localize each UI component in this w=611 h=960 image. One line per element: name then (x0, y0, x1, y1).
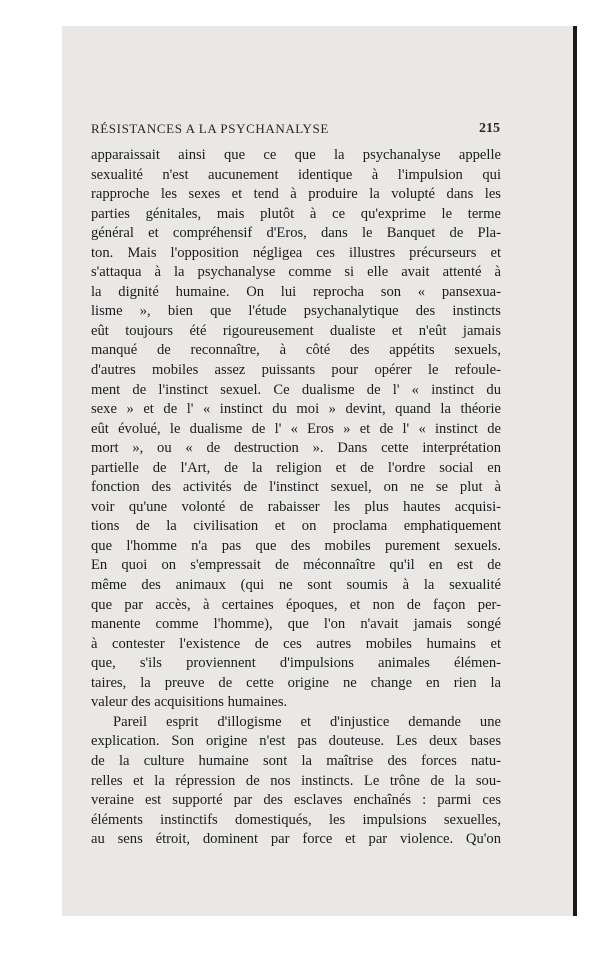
text-line: taires, la preuve de cette origine ne change en rien la (91, 674, 501, 691)
text-line: même des animaux (qui ne sont soumis à la sexualité (91, 577, 501, 594)
text-line: veraine est supporté par des esclaves enchaînés : parmi ces (91, 792, 501, 809)
text-line: eût toujours été rigoureusement dualiste et n'eût jamais (91, 322, 501, 339)
text-line: parties génitales, mais plutôt à ce qu'exprime le terme (91, 205, 501, 222)
text-line: apparaissait ainsi que ce que la psychanalyse appelle (91, 147, 501, 163)
text-line: de la culture humaine sont la maîtrise des forces natu- (91, 752, 501, 769)
text-line: En quoi on s'empressait de méconnaître qu'il en est de (91, 557, 501, 574)
text-line: explication. Son origine n'est pas douteuse. Les deux bases (91, 733, 501, 750)
text-line: s'attaqua à la psychanalyse comme si elle avait attenté à (91, 264, 501, 281)
text-line: que l'homme n'a pas que des mobiles purement sexuels. (91, 537, 501, 554)
text-line: ment de l'instinct sexuel. Ce dualisme de l' « instinct du (91, 381, 501, 398)
text-line: que par accès, à certaines époques, et non de façon per- (91, 596, 501, 613)
text-line: fonction des activités de l'instinct sexuel, on ne se plut à (91, 479, 501, 496)
text-line: manente comme l'homme), que l'on n'avait jamais songé (91, 616, 501, 633)
text-line: la dignité humaine. On lui reprocha son « pansexua- (91, 283, 501, 300)
text-line: voir qu'une volonté de rabaisser les plus hautes acquisi- (91, 498, 501, 515)
text-line: à contester l'existence de ces autres mobiles humains et (91, 635, 501, 652)
page-number: 215 (479, 121, 500, 136)
text-line: au sens étroit, dominent par force et par violence. Qu'on (91, 831, 501, 848)
text-line: éléments instinctifs domestiqués, les impulsions sexuelles, (91, 811, 501, 828)
text-line: partielle de l'Art, de la religion et de l'ordre social en (91, 459, 501, 476)
text-line: que, s'ils proviennent d'impulsions animales élémen- (91, 655, 501, 672)
text-line: manqué de reconnaître, à côté des appétits sexuels, (91, 342, 501, 359)
text-line: mort », ou « de destruction ». Dans cette interprétation (91, 440, 501, 457)
text-line: eût évolué, le dualisme de l' « Eros » et de l' « instinct de (91, 420, 501, 437)
running-header (91, 121, 500, 139)
running-title: RÉSISTANCES A LA PSYCHANALYSE (91, 121, 329, 136)
text-line: valeur des acquisitions humaines. (91, 694, 288, 711)
text-line: lisme », bien que l'étude psychanalytique des instincts (91, 303, 501, 320)
text-line: ton. Mais l'opposition négligea ces illustres précurseurs et (91, 244, 501, 261)
text-line: relles et la répression de nos instincts. Le trône de la sou- (91, 772, 501, 789)
page-body (91, 146, 501, 850)
text-line: d'autres mobiles assez puissants pour opérer le refoule- (91, 362, 501, 379)
text-line: Pareil esprit d'illogisme et d'injustice demande une (113, 713, 501, 730)
text-line: général et compréhensif d'Eros, dans le Banquet de Pla- (91, 225, 501, 242)
text-line: rapproche les sexes et tend à produire la volupté dans les (91, 186, 501, 203)
text-line: sexualité n'est aucunement identique à l'impulsion qui (91, 166, 501, 183)
text-line: tions de la civilisation et on proclama emphatiquement (91, 518, 501, 535)
text-line: sexe » et de l' « instinct du moi » devint, quand la théorie (91, 401, 501, 418)
paragraph (91, 713, 501, 850)
paragraph (91, 146, 501, 713)
